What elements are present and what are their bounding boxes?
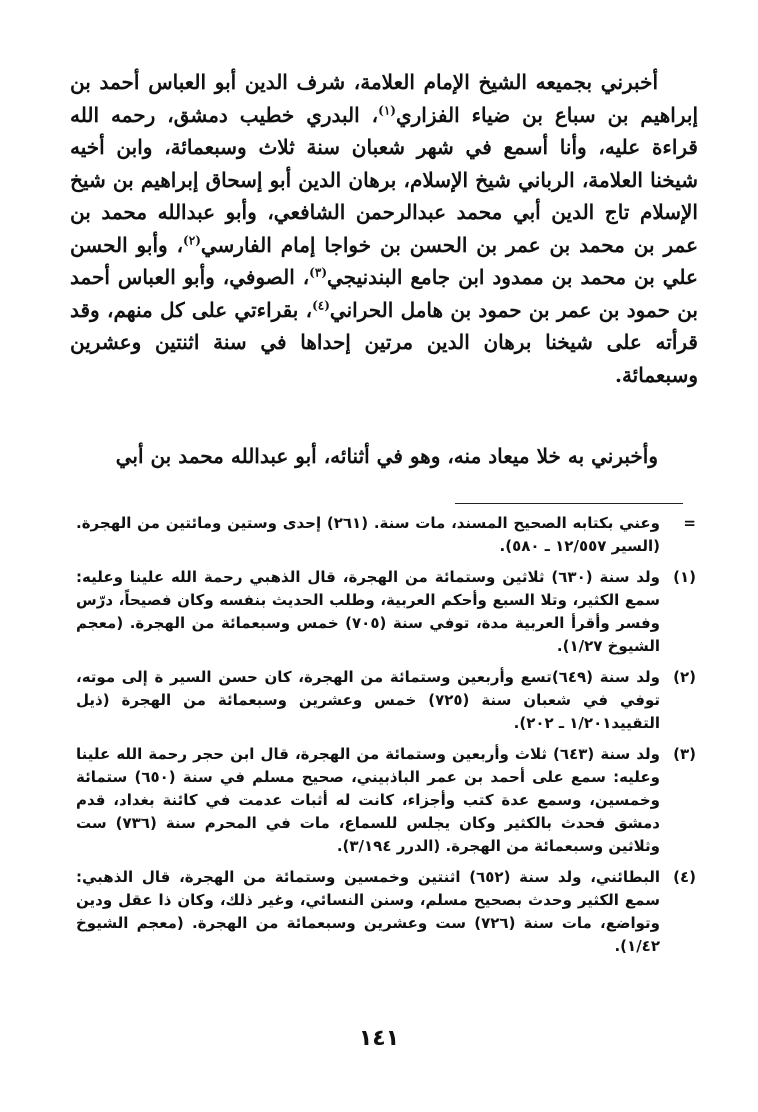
footnote-marker: = bbox=[683, 514, 696, 532]
footnote-ref-2[interactable]: (٢) bbox=[183, 232, 201, 247]
para1-part-b: ، البدري خطيب دمشق، رحمه الله قراءة عليه، وأنا أسمع في شهر شعبان سنة ثلاث وسبعمائة، وابن أخيه شيخنا العلامة، الرباني شيخ الإسلام، برهان الدين أبو إسحاق إبراهيم بن شيخ الإسلام تاج الدين أبي محمد عبدالرحمن الشافعي، وأبو عبدالله محمد بن عمر بن محمد بن عمر بن الحسن بن خواجا إمام الفارسي bbox=[70, 102, 699, 257]
main-paragraph-1 bbox=[70, 66, 698, 391]
main-text-block bbox=[70, 66, 699, 468]
para1-part-c: ، وأبو الحسن علي بن محمد بن ممدود ابن جامع البندنيجي bbox=[70, 232, 698, 289]
footnote-ref-1[interactable]: (١) bbox=[378, 102, 396, 117]
footnote-divider bbox=[455, 503, 683, 504]
footnote-ref-4[interactable]: (٤) bbox=[312, 297, 330, 312]
footnote-4 bbox=[76, 866, 696, 958]
para1-part-a: أخبرني بجميعه الشيخ الإمام العلامة، شرف الدين أبو العباس أحمد بن إبراهيم بن سباع بن ضياء الفزاري bbox=[70, 70, 699, 127]
footnote-2 bbox=[76, 666, 696, 735]
footnote-marker: (٣) bbox=[673, 745, 696, 763]
main-paragraph-2: وأخبرني به خلا ميعاد منه، وهو في أثنائه، أبو عبدالله محمد بن أبي bbox=[115, 444, 658, 468]
footnote-marker: (٢) bbox=[673, 668, 696, 686]
footnote-text: ولد سنة (٦٤٣) ثلاث وأربعين وستمائة من الهجرة، قال ابن حجر رحمة الله علينا وعليه: سمع على أحمد بن عمر الباذبيني، صحيح مسلم في سنة (٦٥٠) ستمائة وخمسين، وسمع عدة كتب وأجزاء، كانت له أثبات عدمت في كائنة بغداد، قدم دمشق فحدث بالكثير وكان يجلس للسماع، مات في المحرم سنة (٧٣٦) ست وثلاثين وسبعمائة من الهجرة. (الدرر ٣/١٩٤). bbox=[76, 745, 660, 855]
footnote-marker: (٤) bbox=[673, 868, 696, 886]
footnote-3 bbox=[76, 743, 696, 858]
footnote-text: ولد سنة (٦٣٠) ثلاثين وستمائة من الهجرة، قال الذهبي رحمة الله علينا وعليه: سمع الكثير، وتلا السبع وأحكم العربية، وطلب الحديث بنفسه وكان فصيحاً، درّس وفسر وأقرأ العربية مدة، توفي سنة (٧٠٥) خمس وسبعمائة من الهجرة. (معجم الشيوخ ١/٢٧). bbox=[76, 568, 660, 655]
footnote-marker: (١) bbox=[673, 568, 696, 586]
page-number: ١٤١ bbox=[358, 1026, 400, 1051]
footnote-text: وعني بكتابه الصحيح المسند، مات سنة. (٢٦١) إحدى وستين ومائتين من الهجرة. (السير ١٢/٥٥٧ ـ ٥٨٠). bbox=[76, 514, 660, 555]
footnote-ref-3[interactable]: (٣) bbox=[309, 265, 327, 280]
footnote-text: البطائني، ولد سنة (٦٥٢) اثنتين وخمسين وستمائة من الهجرة، قال الذهبي: سمع الكثير وحدث بصحيح مسلم، وسنن النسائي، وغير ذلك، وكان ذا عقل ودين وتواضع، مات سنة (٧٢٦) ست وعشرين وسبعمائة من الهجرة. (معجم الشيوخ ١/٤٢). bbox=[76, 868, 660, 955]
para1-part-e: ، بقراءتي على كل منهم، وقد قرأته على شيخنا برهان الدين مرتين إحداها في سنة اثنتين وعشرين وسبعمائة. bbox=[70, 297, 698, 387]
footnote-text: ولد سنة (٦٤٩)تسع وأربعين وستمائة من الهجرة، كان حسن السير ة إلى موته، توفي في شعبان سنة (٧٢٥) خمس وعشرين وسبعمائة من الهجرة (ذيل التقييد١/٢٠١ ـ ٢٠٢). bbox=[76, 668, 661, 732]
footnote-continuation bbox=[76, 512, 696, 558]
para1-part-d: ، الصوفي، وأبو العباس أحمد بن حمود بن عمر بن حمود بن هامل الحراني bbox=[70, 265, 698, 322]
footnote-1 bbox=[76, 566, 696, 658]
footnotes-section bbox=[76, 512, 696, 966]
